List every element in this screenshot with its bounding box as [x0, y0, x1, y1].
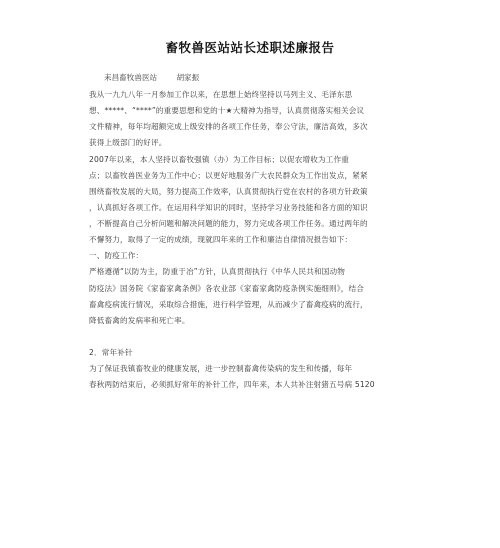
paragraph-line: 严格遵循“以防为主，防重于冶”方针，认真贯彻执行《中华人民共和国动物 — [89, 267, 345, 276]
author-line: 耒昌畜牧兽医站 胡家振 — [104, 73, 200, 82]
paragraph-line: 畜禽疫病流行情况，采取综合措施，进行科学管理，从而减少了畜禽疫病的流行， — [89, 300, 368, 309]
paragraph-line: 文件精神，每年均超额完成上级安排的各项工作任务，奉公守法，廉洁高效，多次 — [89, 122, 368, 131]
paragraph-line: ，不断提高自己分析问题和解决问题的能力，努力完成各项工作任务。通过两年的 — [89, 219, 368, 228]
paragraph-line: 围绕畜牧发展的大局，努力提高工作效率，认真贯彻执行党在农村的各项方针政策 — [89, 187, 368, 196]
paragraph-line: 为了保证我镇畜牧业的健康发展，进一步控制畜禽传染病的发生和传播，每年 — [89, 364, 353, 373]
paragraph-line: 防疫法》国务院《家畜家禽条例》各农业部《家畜家禽防疫条例实施细则》，结合 — [89, 284, 364, 293]
section-heading: 一、防疫工作： — [89, 251, 144, 260]
paragraph-line: 2007年以来，本人坚持以畜牧强镇（办）为工作目标；以促农增收为工作重 — [89, 155, 349, 164]
document-title: 畜牧兽医站站长述职述廉报告 — [165, 40, 335, 55]
section-heading: 2．常年补针 — [89, 348, 133, 357]
paragraph-line: ，认真抓好各项工作。在运用科学知识的同时，坚持学习业务技能和各方面的知识 — [89, 203, 368, 212]
paragraph-line: 获得上级部门的好评。 — [89, 138, 167, 147]
paragraph-line: 想、*****、“****”的重要思想和党的十★大精神为指导，认真贯彻落实相关会议 — [89, 106, 365, 115]
paragraph-line: 我从一九九八年一月参加工作以来，在思想上始终坚持以马列主义、毛泽东思 — [89, 90, 353, 99]
paragraph-line: 点；以畜牧兽医业务为工作中心；以更好地服务广大农民群众为工作出发点，紧紧 — [89, 171, 368, 180]
paragraph-line: 不懈努力，取得了一定的成绩，现就四年来的工作和廉洁自律情况报告如下： — [89, 235, 353, 244]
paragraph-line: 春秋两防结束后，必须抓好常年的补针工作，四年来，本人共补注射猪五号病 5120 — [89, 380, 375, 389]
paragraph-line: 降低畜禽的发病率和死亡率。 — [89, 316, 190, 325]
